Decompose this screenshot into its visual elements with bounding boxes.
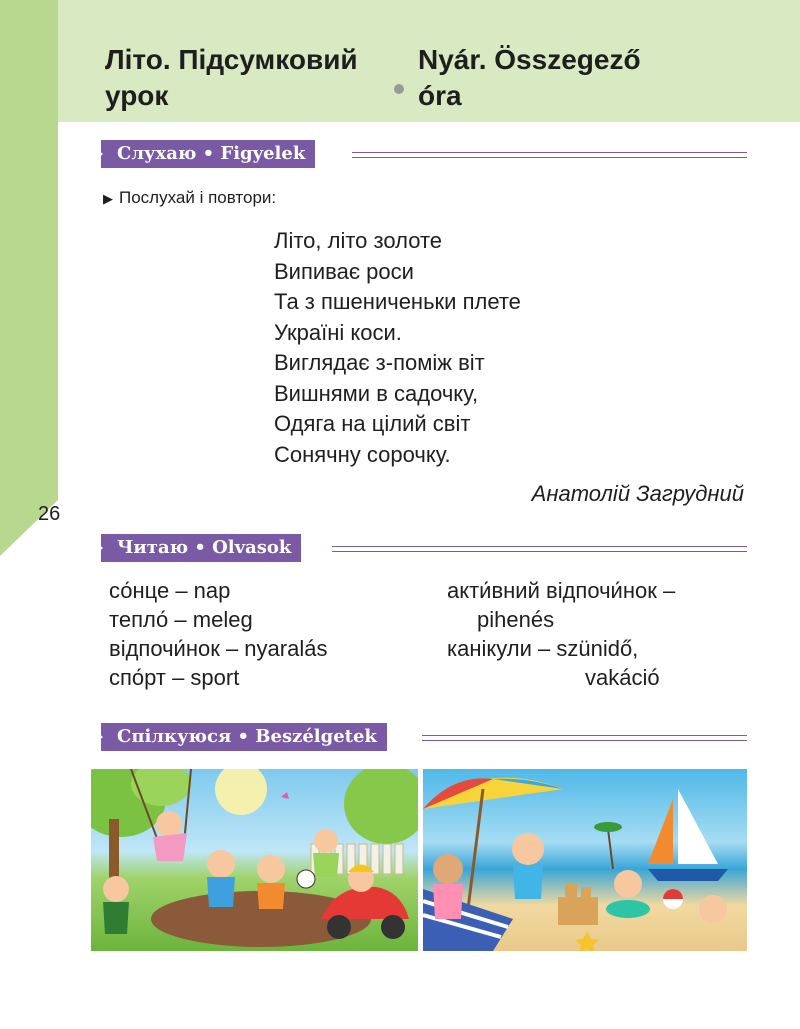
vocab-item: pihenés — [477, 607, 555, 632]
poem-line: Сонячну сорочку. — [274, 441, 451, 467]
vocab-item: спо́рт – sport — [109, 665, 240, 690]
section-divider — [352, 152, 747, 158]
title-hungarian: Nyár. Összegező óra — [418, 44, 641, 111]
poem-author: Анатолій Загрудний — [531, 481, 744, 506]
vocab-item: со́нце – nap — [109, 578, 231, 603]
vocab-item: акти́вний відпочи́нок – — [447, 578, 676, 603]
vocab-item: тепло́ – meleg — [109, 607, 253, 632]
instruction — [103, 186, 276, 211]
instruction-text: Послухай і повтори: — [119, 188, 277, 207]
poem-line: Одяга на цілий світ — [274, 411, 471, 436]
page-number: 26 — [38, 503, 61, 525]
vocab-item: відпочи́нок – nyaralás — [109, 636, 328, 661]
poem — [274, 226, 521, 470]
vocabulary-right — [447, 576, 757, 692]
section-talk — [97, 723, 747, 753]
section-listen-label: Слухаю • Figyelek — [101, 140, 315, 168]
vocab-item: vakáció — [585, 665, 660, 690]
children-playing-image — [91, 769, 418, 951]
poem-line: Вишнями в садочку, — [274, 380, 479, 406]
title-ukrainian: Літо. Підсумковий урок — [105, 44, 358, 111]
children-beach-image — [423, 769, 747, 951]
poem-line: Україні коси. — [274, 319, 402, 345]
poem-line: Випиває роси — [274, 258, 414, 284]
title-separator-dot — [394, 84, 404, 94]
bullet-triangle-icon: ▶ — [103, 191, 113, 206]
vocab-item: канікули – szünidő, — [447, 636, 639, 661]
section-divider — [332, 546, 747, 552]
poem-line: Виглядає з-поміж віт — [274, 350, 485, 375]
section-divider — [422, 735, 747, 741]
section-read-label: Читаю • Olvasok — [101, 534, 301, 562]
poem-line: Літо, літо золоте — [274, 228, 443, 253]
poem-line: Та з пшениченьки плете — [274, 289, 521, 314]
vocabulary-left — [109, 576, 327, 692]
side-strip-tip — [0, 0, 60, 560]
section-read — [97, 534, 747, 564]
section-talk-label: Спілкуюся • Beszélgetek — [101, 723, 387, 751]
section-listen — [97, 140, 747, 170]
